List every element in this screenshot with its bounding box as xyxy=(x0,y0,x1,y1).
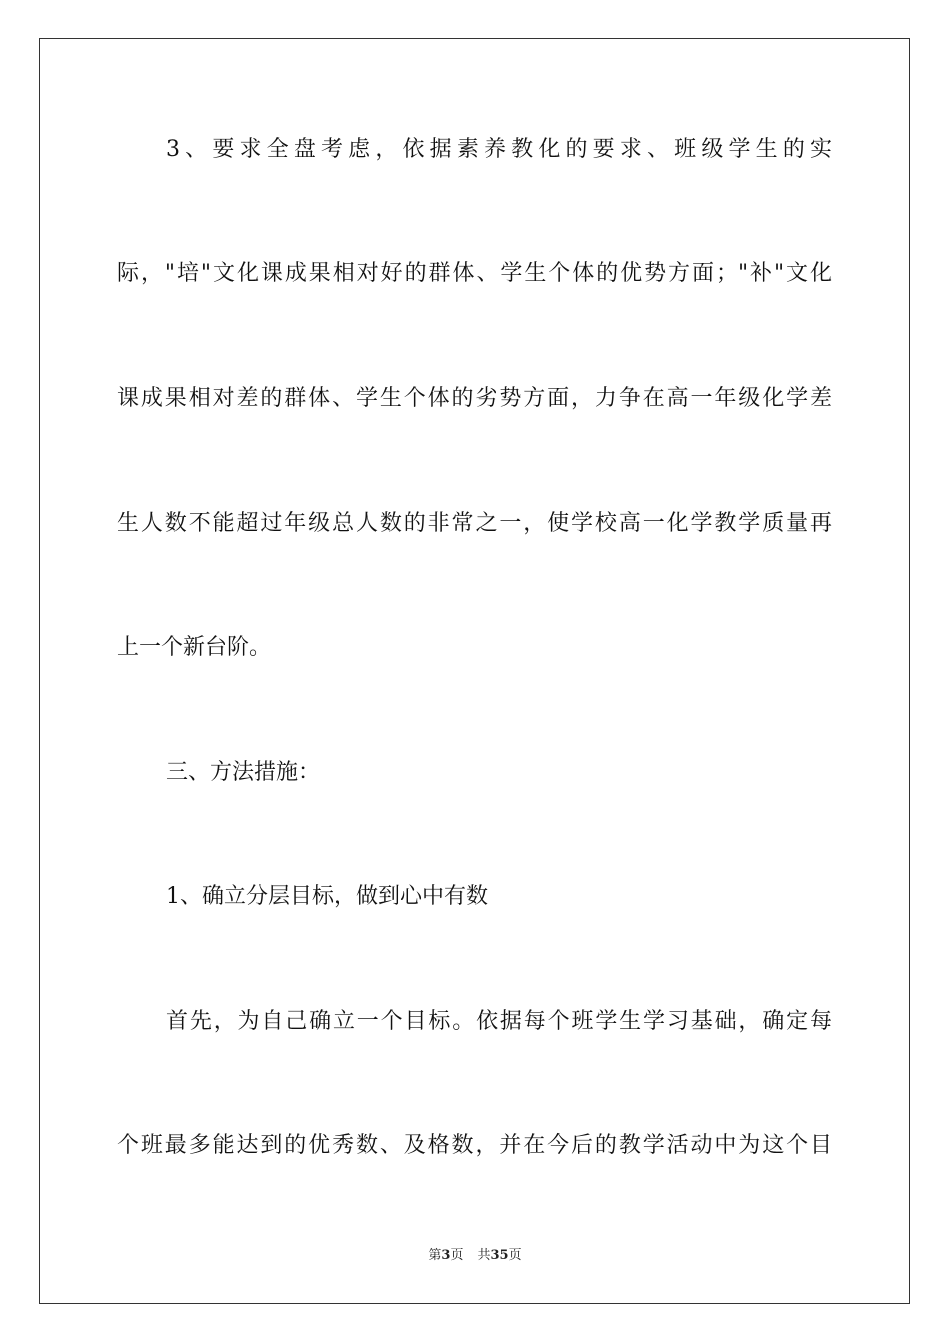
paragraph-line-1: 3、要求全盘考虑，依据素养教化的要求、班级学生的实 xyxy=(166,137,832,162)
page-border xyxy=(39,38,910,1304)
paragraph-line-6: 首先，为自己确立一个目标。依据每个班学生学习基础，确定每 xyxy=(166,1009,832,1034)
paragraph-line-4: 生人数不能超过年级总人数的非常之一，使学校高一化学教学质量再 xyxy=(117,511,832,536)
page-number: 3 xyxy=(441,1248,451,1263)
paragraph-line-7: 个班最多能达到的优秀数、及格数，并在今后的教学活动中为这个目 xyxy=(117,1133,832,1158)
page-label-suffix: 页 xyxy=(450,1248,464,1263)
page-label-prefix: 第 xyxy=(428,1248,442,1263)
subsection-heading: 1、确立分层目标，做到心中有数 xyxy=(166,884,488,909)
page-footer xyxy=(0,1247,950,1265)
total-pages: 35 xyxy=(490,1248,509,1263)
paragraph-line-2: 际，"培"文化课成果相对好的群体、学生个体的优势方面；"补"文化 xyxy=(117,261,832,286)
total-label-suffix: 页 xyxy=(508,1248,522,1263)
section-heading: 三、方法措施： xyxy=(166,760,321,785)
paragraph-line-5: 上一个新台阶。 xyxy=(117,635,272,660)
paragraph-line-3: 课成果相对差的群体、学生个体的劣势方面，力争在高一年级化学差 xyxy=(117,386,832,411)
total-label-prefix: 共 xyxy=(477,1248,491,1263)
